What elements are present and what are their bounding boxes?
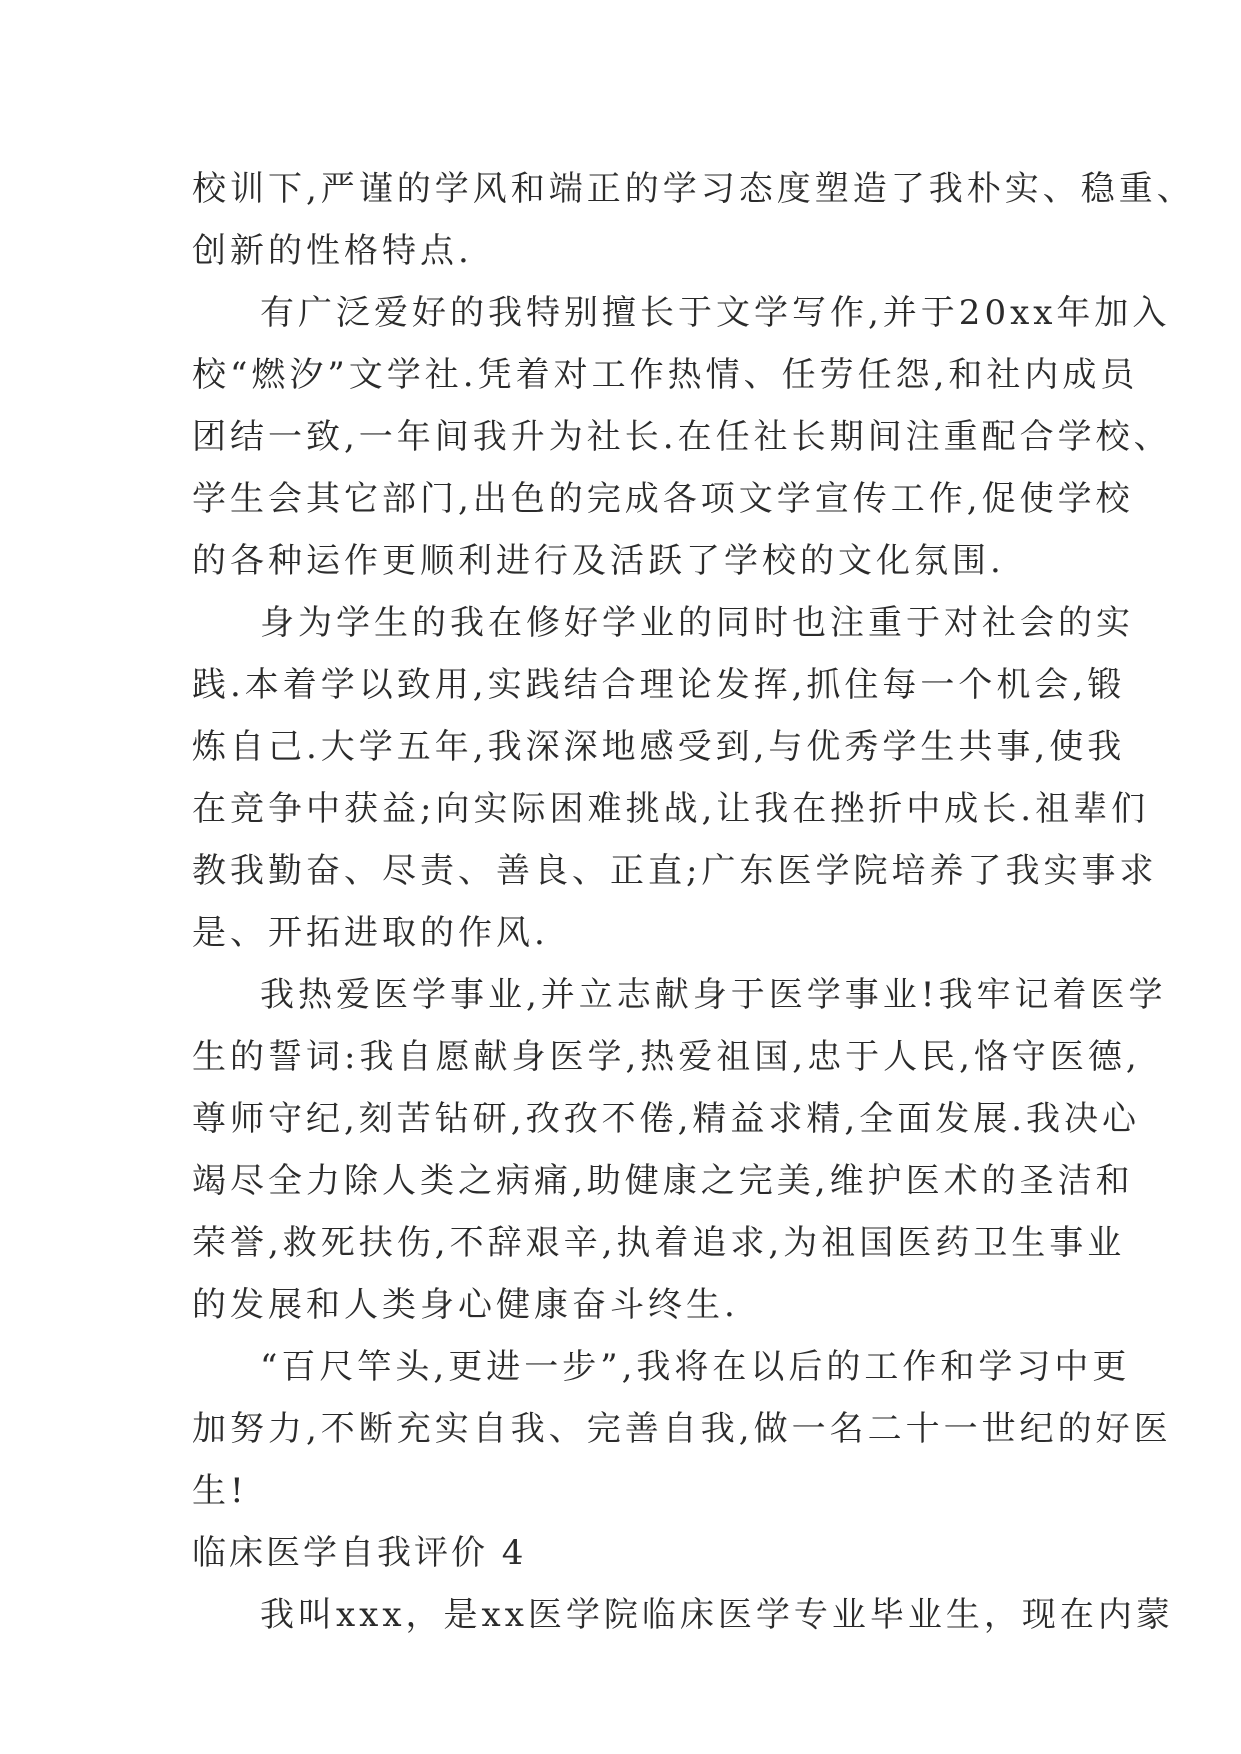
text-line: 炼自己.大学五年,我深深地感受到,与优秀学生共事,使我 — [192, 727, 1126, 767]
document-body — [192, 158, 1195, 1646]
paragraph — [192, 1336, 1172, 1522]
text-line: 身为学生的我在修好学业的同时也注重于对社会的实 — [260, 603, 1134, 643]
text-line: 校“燃汐”文学社.凭着对工作热情、任劳任怨,和社内成员 — [192, 355, 1139, 395]
text-line: 创新的性格特点. — [192, 231, 473, 271]
text-line: 团结一致,一年间我升为社长.在任社长期间注重配合学校、 — [192, 417, 1172, 457]
text-line: 尊师守纪,刻苦钻研,孜孜不倦,精益求精,全面发展.我决心 — [192, 1099, 1141, 1139]
text-line: 荣誉,救死扶伤,不辞艰辛,执着追求,为祖国医药卫生事业 — [192, 1223, 1126, 1263]
text-line: 教我勤奋、尽责、善良、正直;广东医学院培养了我实事求 — [192, 851, 1158, 891]
text-line: 加努力,不断充实自我、完善自我,做一名二十一世纪的好医 — [192, 1409, 1172, 1449]
text-line: 校训下,严谨的学风和端正的学习态度塑造了我朴实、稳重、 — [192, 169, 1195, 209]
heading-text: 临床医学自我评价 4 — [192, 1533, 527, 1573]
text-line: “百尺竿头,更进一步”,我将在以后的工作和学习中更 — [260, 1347, 1131, 1387]
text-line: 的发展和人类身心健康奋斗终生. — [192, 1285, 739, 1325]
text-line: 践.本着学以致用,实践结合理论发挥,抓住每一个机会,锻 — [192, 665, 1126, 705]
text-line: 学生会其它部门,出色的完成各项文学宣传工作,促使学校 — [192, 479, 1134, 519]
paragraph — [192, 592, 1158, 964]
text-line: 的各种运作更顺利进行及活跃了学校的文化氛围. — [192, 541, 1005, 581]
text-line: 我叫xxx，是xx医学院临床医学专业毕业生，现在内蒙 — [260, 1595, 1174, 1635]
paragraph — [192, 282, 1172, 592]
text-line: 在竞争中获益;向实际困难挑战,让我在挫折中成长.祖辈们 — [192, 789, 1150, 829]
section-heading — [192, 1522, 1082, 1584]
text-line: 有广泛爱好的我特别擅长于文学写作,并于20xx年加入 — [260, 293, 1171, 333]
paragraph — [192, 1584, 1174, 1646]
paragraph — [192, 158, 1195, 282]
text-line: 是、开拓进取的作风. — [192, 913, 549, 953]
text-line: 生! — [192, 1471, 248, 1511]
text-line: 我热爱医学事业,并立志献身于医学事业!我牢记着医学 — [260, 975, 1167, 1015]
paragraph — [192, 964, 1167, 1336]
text-line: 竭尽全力除人类之病痛,助健康之完美,维护医术的圣洁和 — [192, 1161, 1134, 1201]
text-line: 生的誓词:我自愿献身医学,热爱祖国,忠于人民,恪守医德, — [192, 1037, 1141, 1077]
